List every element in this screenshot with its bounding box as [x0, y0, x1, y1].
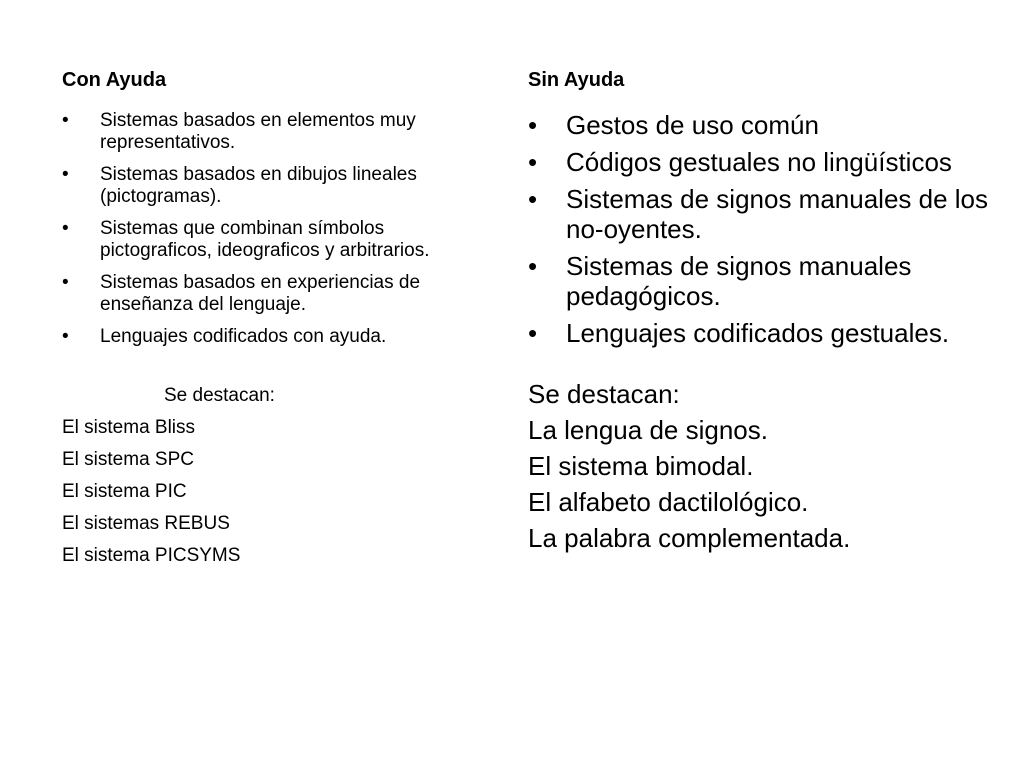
- con-ayuda-list: [62, 110, 482, 348]
- highlight-item: El sistema PIC: [62, 481, 187, 502]
- bullet-dot-icon: •: [528, 251, 538, 281]
- list-item-text: Lenguajes codificados con ayuda.: [100, 326, 387, 347]
- bullet-dot-icon: •: [62, 326, 69, 347]
- highlight-item: El sistema bimodal.: [528, 451, 754, 481]
- sin-ayuda-column: [528, 66, 988, 556]
- bullet-dot-icon: •: [528, 147, 538, 177]
- bullet-dot-icon: •: [62, 164, 69, 185]
- con-ayuda-highlights: [62, 380, 482, 572]
- list-item: [62, 326, 482, 348]
- list-item-text: Sistemas de signos manuales pedagógicos.: [566, 251, 912, 311]
- highlight-item: El alfabeto dactilológico.: [528, 487, 809, 517]
- highlight-item: El sistema Bliss: [62, 417, 196, 438]
- highlight-item: La palabra complementada.: [528, 523, 851, 553]
- bullet-dot-icon: •: [528, 184, 538, 214]
- bullet-dot-icon: •: [528, 110, 538, 140]
- list-item-text: Sistemas de signos manuales de los no-oyentes.: [566, 184, 989, 244]
- con-ayuda-heading: Con Ayuda: [62, 69, 167, 91]
- sin-ayuda-heading: Sin Ayuda: [528, 69, 625, 91]
- list-item-text: Sistemas basados en dibujos lineales (pictogramas).: [100, 164, 417, 207]
- sin-ayuda-highlights: [528, 376, 988, 556]
- list-item: [528, 251, 988, 311]
- bullet-dot-icon: •: [62, 272, 69, 293]
- list-item: [62, 218, 482, 262]
- list-item: [62, 164, 482, 208]
- bullet-dot-icon: •: [62, 218, 69, 239]
- list-item: [62, 110, 482, 154]
- list-item: [528, 184, 988, 244]
- con-ayuda-column: [62, 66, 482, 572]
- list-item: [62, 272, 482, 316]
- list-item-text: Gestos de uso común: [566, 110, 819, 140]
- highlights-title: Se destacan:: [164, 385, 275, 406]
- list-item: [528, 318, 988, 348]
- highlight-item: El sistema PICSYMS: [62, 545, 241, 566]
- list-item-text: Sistemas que combinan símbolos pictograficos, ideograficos y arbitrarios.: [100, 218, 430, 261]
- list-item-text: Códigos gestuales no lingüísticos: [566, 147, 952, 177]
- highlight-item: El sistema SPC: [62, 449, 194, 470]
- list-item: [528, 110, 988, 140]
- bullet-dot-icon: •: [62, 110, 69, 131]
- list-item-text: Lenguajes codificados gestuales.: [566, 318, 950, 348]
- highlight-item: El sistemas REBUS: [62, 513, 230, 534]
- list-item-text: Sistemas basados en elementos muy representativos.: [100, 110, 416, 153]
- list-item: [528, 147, 988, 177]
- sin-ayuda-list: [528, 110, 988, 348]
- list-item-text: Sistemas basados en experiencias de enseñanza del lenguaje.: [100, 272, 421, 315]
- highlight-item: La lengua de signos.: [528, 415, 768, 445]
- highlights-title: Se destacan:: [528, 379, 680, 409]
- bullet-dot-icon: •: [528, 318, 538, 348]
